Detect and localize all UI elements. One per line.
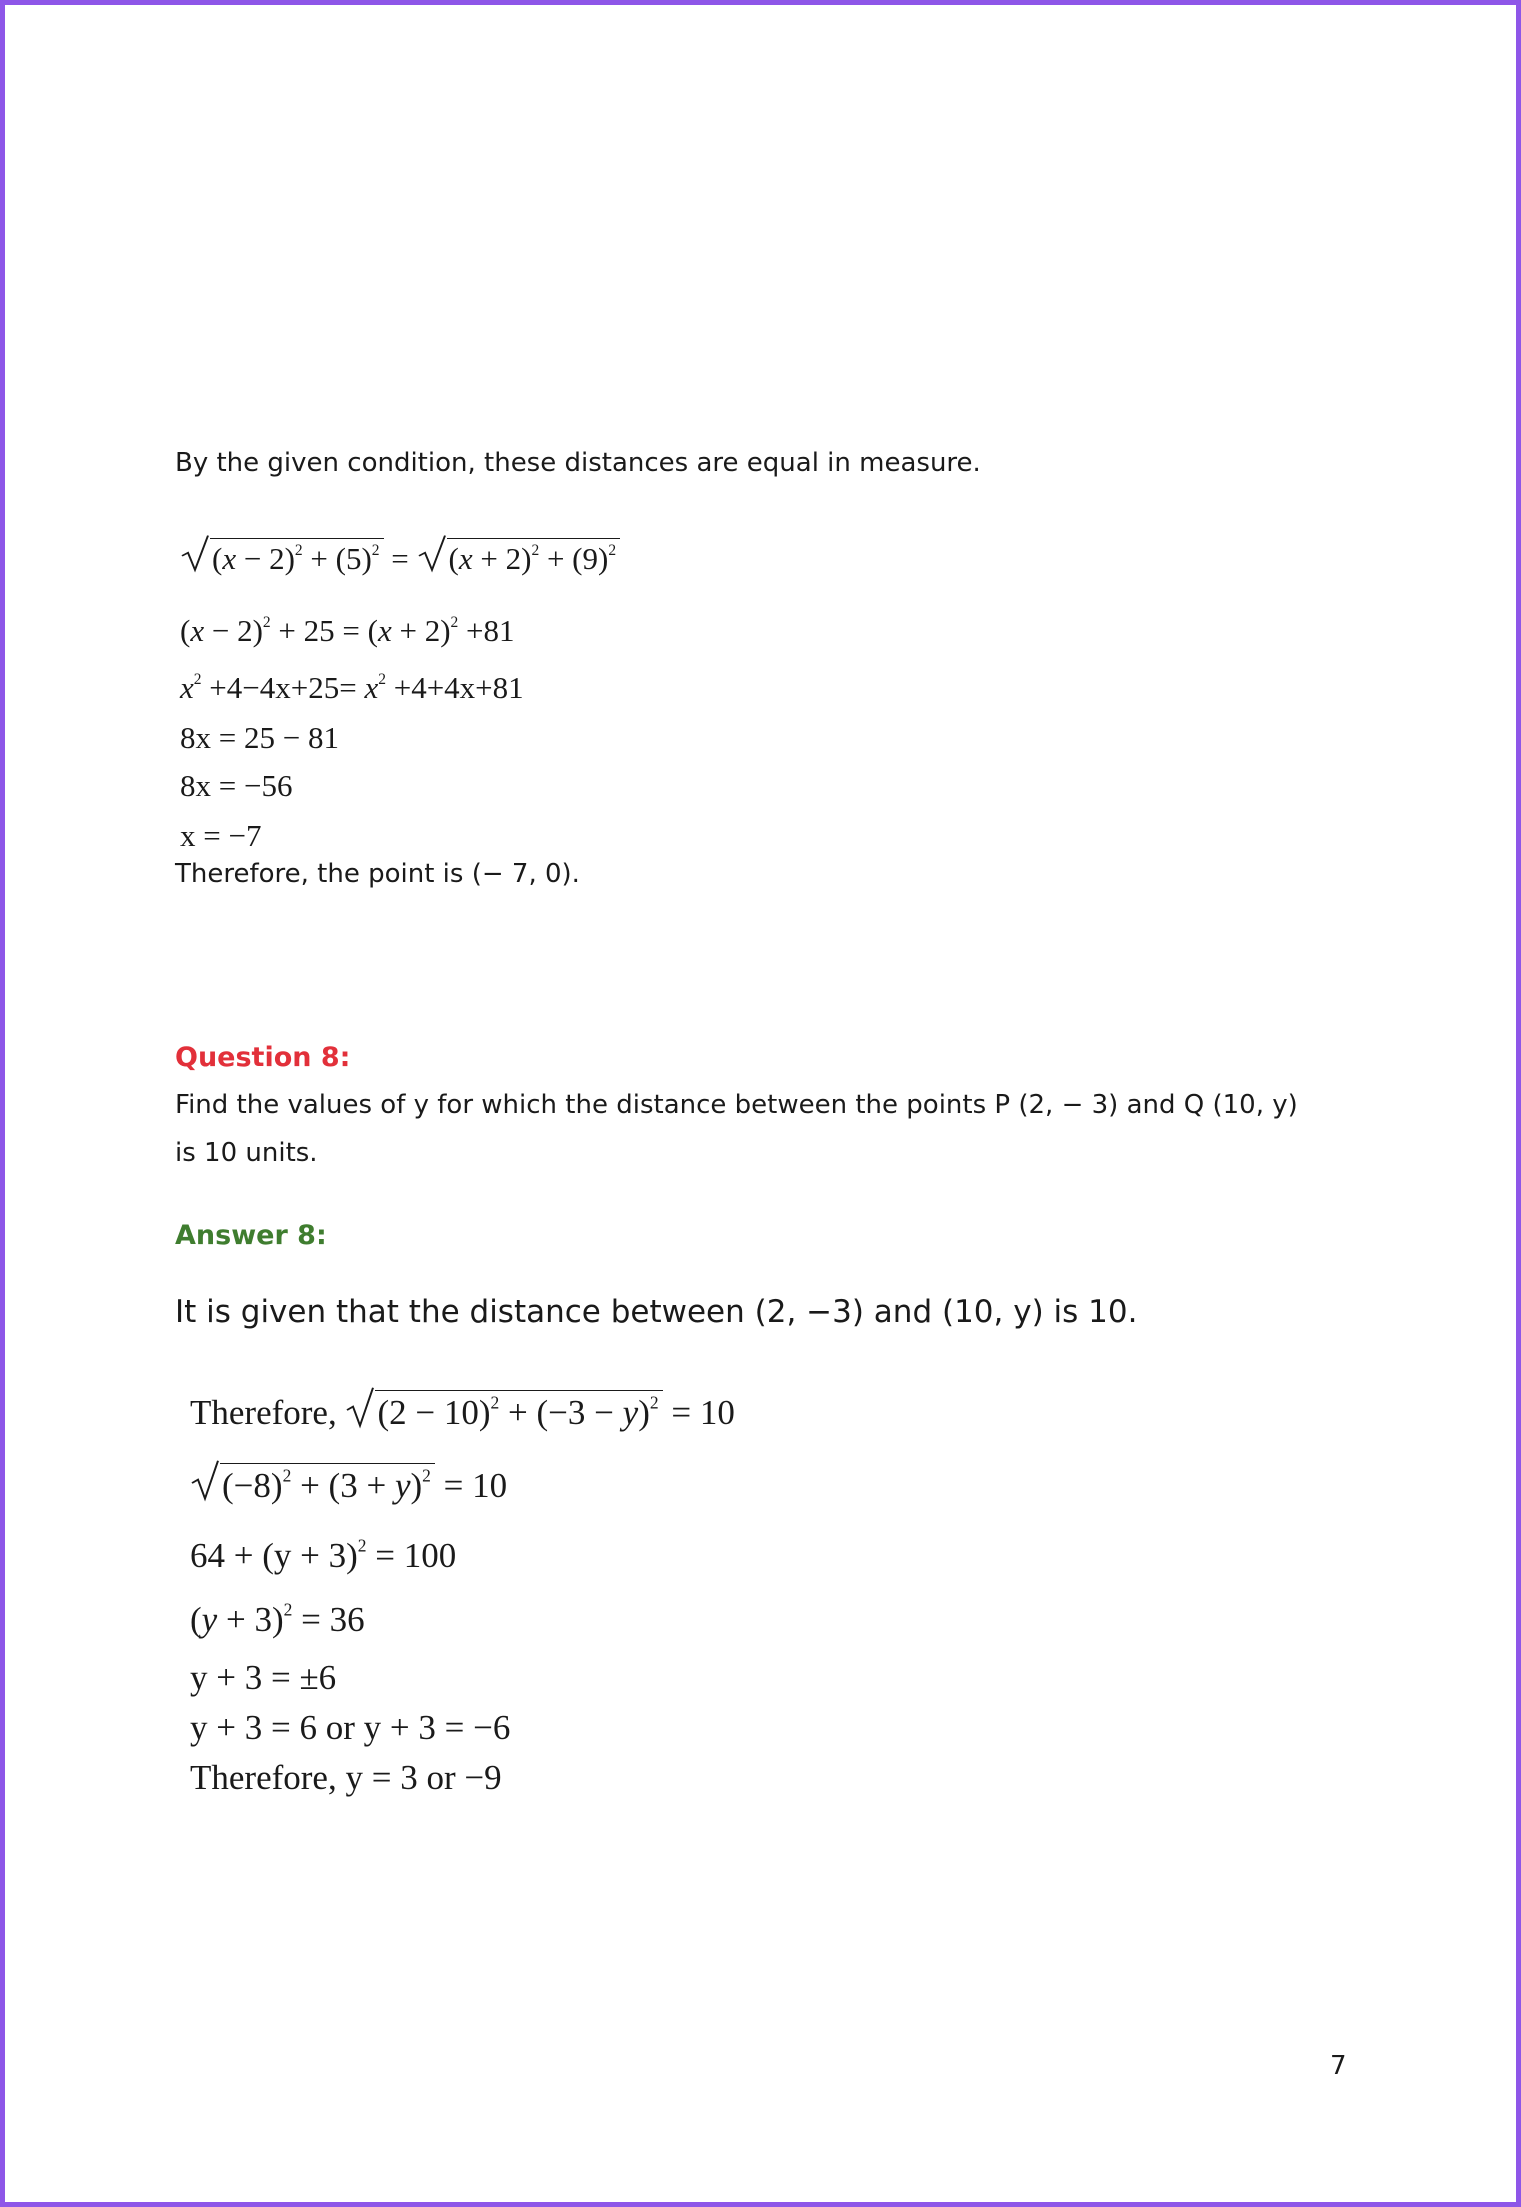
a8-eq3-lhs: 64 + (y + 3) (190, 1536, 358, 1575)
page-number: 7 (1330, 2051, 1347, 2081)
answer8-intro: It is given that the distance between (2, −3) and (10, y) is 10. (175, 1294, 1138, 1330)
s7-eq3-tail: +4+4x+81 (393, 670, 524, 705)
s7-eq2: $(x - 2)^2 + 25 = (x + 2)^2 +81$ (180, 613, 515, 648)
a8-eq3: $64 + (y + 3)^2 = 100$ (190, 1535, 457, 1575)
s7-eq5: 8x = −56 (180, 768, 293, 803)
a8-eq5: y + 3 = ±6 (190, 1658, 337, 1697)
condition-text: By the given condition, these distances are equal in measure. (175, 448, 981, 478)
question8-heading: Question 8: (175, 1042, 351, 1073)
s7-eq1: $(x - 2)^2 + (5)^2$ = $(x + 2)^2 + (9)^2$ (180, 538, 620, 577)
s7-eq3-mid: +4−4x+25= (209, 670, 357, 705)
a8-eq4-rhs: = 36 (301, 1600, 365, 1639)
s7-eq2-const: 25 (303, 613, 335, 648)
a8-eq6: y + 3 = 6 or y + 3 = −6 (190, 1708, 511, 1747)
a8-eq4: $(y + 3)^2 = 36$ (190, 1599, 365, 1639)
question8-text-line1: Find the values of y for which the distance between the points P (2, − 3) and Q (10, y) (175, 1090, 1298, 1120)
a8-eq2-rhs: = 10 (443, 1466, 508, 1505)
question8-text-line2: is 10 units. (175, 1138, 318, 1168)
s7-eq4: 8x = 25 − 81 (180, 720, 339, 755)
answer8-heading: Answer 8: (175, 1220, 327, 1251)
a8-eq3-rhs: = 100 (375, 1536, 457, 1575)
a8-eq7: Therefore, y = 3 or −9 (190, 1758, 502, 1797)
s7-eq6: x = −7 (180, 818, 262, 853)
solution7-conclusion: Therefore, the point is (− 7, 0). (175, 859, 580, 889)
s7-eq2-tail: +81 (466, 613, 515, 648)
s7-eq3: $x^2 +4-4x+25= x^2 +4+4x+81$ (180, 670, 524, 705)
a8-therefore: Therefore, (190, 1393, 337, 1432)
a8-eq1-rhs: = 10 (671, 1393, 735, 1432)
a8-eq1: Therefore, $(2 - 10)^2 + (-3 - y)^2 = 10$ (190, 1390, 735, 1433)
a8-eq2: $(-8)^2 + (3 + y)^2 = 10$ (190, 1463, 507, 1506)
